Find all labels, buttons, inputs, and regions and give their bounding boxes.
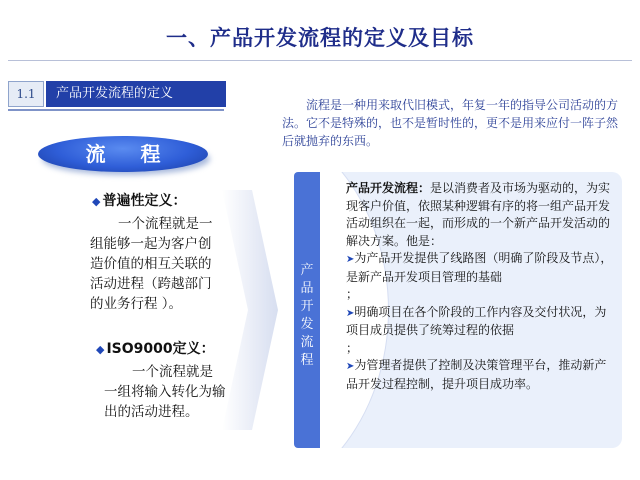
triangle-bullet-icon: ➤ [346,307,355,319]
diamond-bullet-icon: ◆ [92,195,101,208]
page-title: 一、产品开发流程的定义及目标 [166,26,474,50]
side-bar [294,172,320,448]
definition-box-content [346,180,616,393]
box-separator: ； [346,340,359,355]
process-oval-label: 流 程 [38,136,208,172]
section-underline [8,109,224,111]
box-point: ➤明确项目在各个阶段的工作内容及交付状况，为项目成员提供了统筹过程的依据 [346,304,607,337]
section-header [8,81,226,107]
chevron-right-icon [222,190,278,430]
triangle-bullet-icon: ➤ [346,254,355,265]
definition-heading-general: ◆ 普遍性定义： [92,193,187,209]
box-separator: ； [346,287,359,301]
diamond-bullet-icon: ◆ [96,343,105,356]
triangle-bullet-icon: ➤ [346,361,355,372]
definition-heading-iso: ◆ ISO9000定义： [96,341,215,357]
section-number: 1.1 [8,81,44,107]
definition-text-general: 一个流程就是一 组能够一起为客户创 造价值的相互关联的 活动进程（跨越部门 的业务行程 ）。 [90,216,213,312]
box-point: ➤为管理者提供了控制及决策管理平台，推动新产品开发过程控制，提升项目成功率。 [346,358,607,391]
section-label: 产品开发流程的定义 [46,81,226,107]
definition-text-iso: 一个流程就是 一组将输入转化为输 出的活动进程。 [104,364,226,420]
box-lead-text: 是以消费者及市场为驱动的，为实现客户价值，依照某种逻辑有序的将一组产品开发活动组织在一起，而形成的一个新产品开发活动的解决方案。他是： [346,181,611,248]
box-point: ➤为产品开发提供了线路图（明确了阶段及节点），是新产品开发项目管理的基础 [346,251,613,284]
box-lead-bold: 产品开发流程： [346,181,431,195]
intro-paragraph: 流程是一种用来取代旧模式，年复一年的指导公司活动的方法。它不是特殊的，也不是暂时性的，更不是用来应付一阵子然后就抛弃的东西。 [282,98,619,148]
side-bar-label: 产 品 开 发 流 程 [300,263,314,368]
title-divider [8,60,632,61]
